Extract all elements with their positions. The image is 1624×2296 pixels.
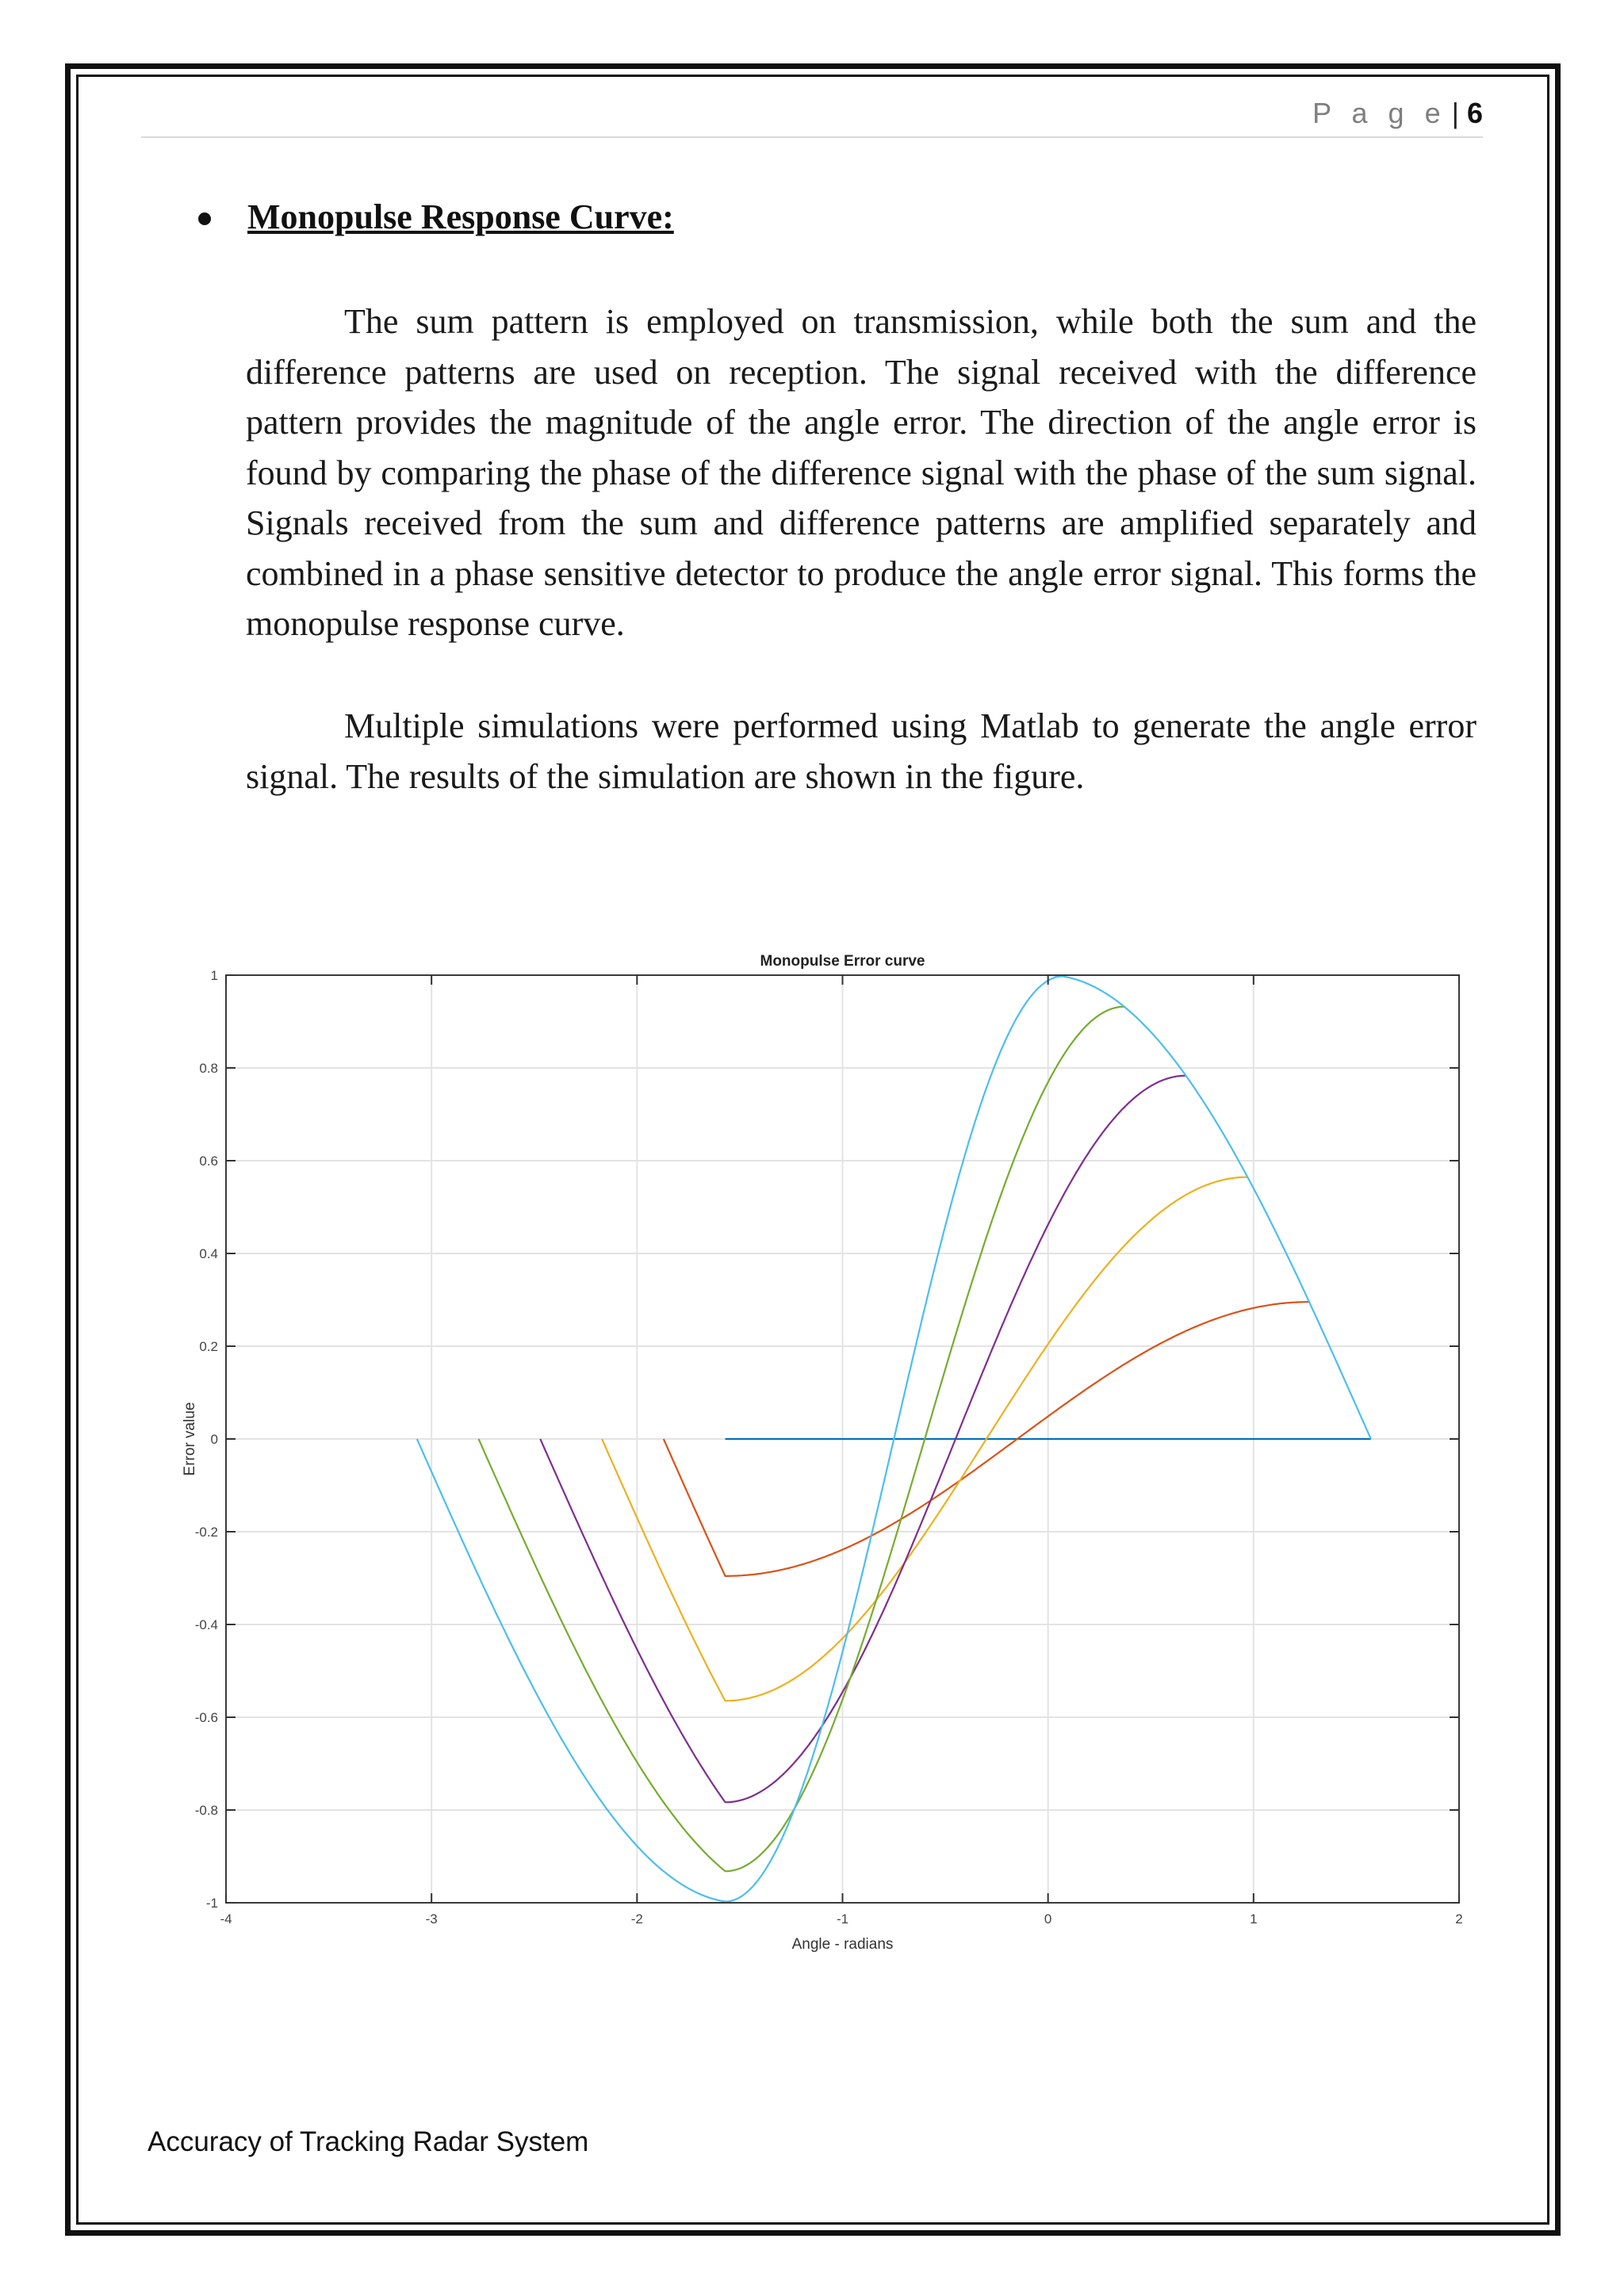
page-number: 6 (1466, 97, 1483, 129)
y-tick-label: 1 (210, 968, 218, 983)
x-axis-label: Angle - radians (791, 1936, 894, 1953)
monopulse-error-chart (159, 939, 1475, 1962)
footer-text: Accuracy of Tracking Radar System (147, 2126, 589, 2157)
section-heading: Monopulse Response Curve: (247, 197, 674, 236)
x-tick-label: -4 (220, 1911, 232, 1927)
y-tick-label: -0.4 (194, 1617, 218, 1632)
y-tick-label: -1 (205, 1896, 218, 1911)
y-axis-label: Error value (182, 1402, 198, 1476)
chart-title: Monopulse Error curve (760, 953, 925, 970)
x-tick-label: -1 (836, 1911, 849, 1927)
page-word: P a g e (1312, 97, 1447, 129)
y-tick-label: -0.6 (194, 1710, 218, 1725)
page-separator: | (1451, 97, 1459, 129)
x-tick-label: -3 (425, 1911, 438, 1927)
x-tick-label: 2 (1455, 1911, 1463, 1927)
paragraph-2: Multiple simulations were performed using Matlab to generate the angle error signal. The results of the simulation are shown in the figure. (246, 706, 1477, 796)
y-tick-label: 0.8 (199, 1061, 218, 1076)
y-tick-label: 0.6 (199, 1154, 218, 1169)
header-divider (141, 136, 1483, 138)
y-tick-label: 0 (210, 1432, 218, 1447)
envelope-line (1048, 975, 1371, 1439)
paragraph-1: The sum pattern is employed on transmission, while both the sum and the difference patterns are used on reception. The signal received with the difference pattern provides the magnitude of the angle error. The direction of the angle error is found by comparing the phase of the difference signal with the phase of the sum signal. Signals received from the sum and difference patterns are amplified separately and combined in a phase sensitive detector to produce the angle error signal. This forms the monopulse response curve. (246, 302, 1477, 643)
x-tick-label: 0 (1044, 1911, 1052, 1927)
x-tick-label: 1 (1250, 1911, 1258, 1927)
y-tick-label: -0.8 (194, 1803, 218, 1818)
y-tick-label: -0.2 (194, 1525, 218, 1540)
page-number-header (1312, 97, 1483, 130)
bullet-icon (198, 212, 211, 225)
y-tick-label: 0.4 (199, 1246, 218, 1261)
y-tick-label: 0.2 (199, 1339, 218, 1354)
x-tick-label: -2 (630, 1911, 643, 1927)
